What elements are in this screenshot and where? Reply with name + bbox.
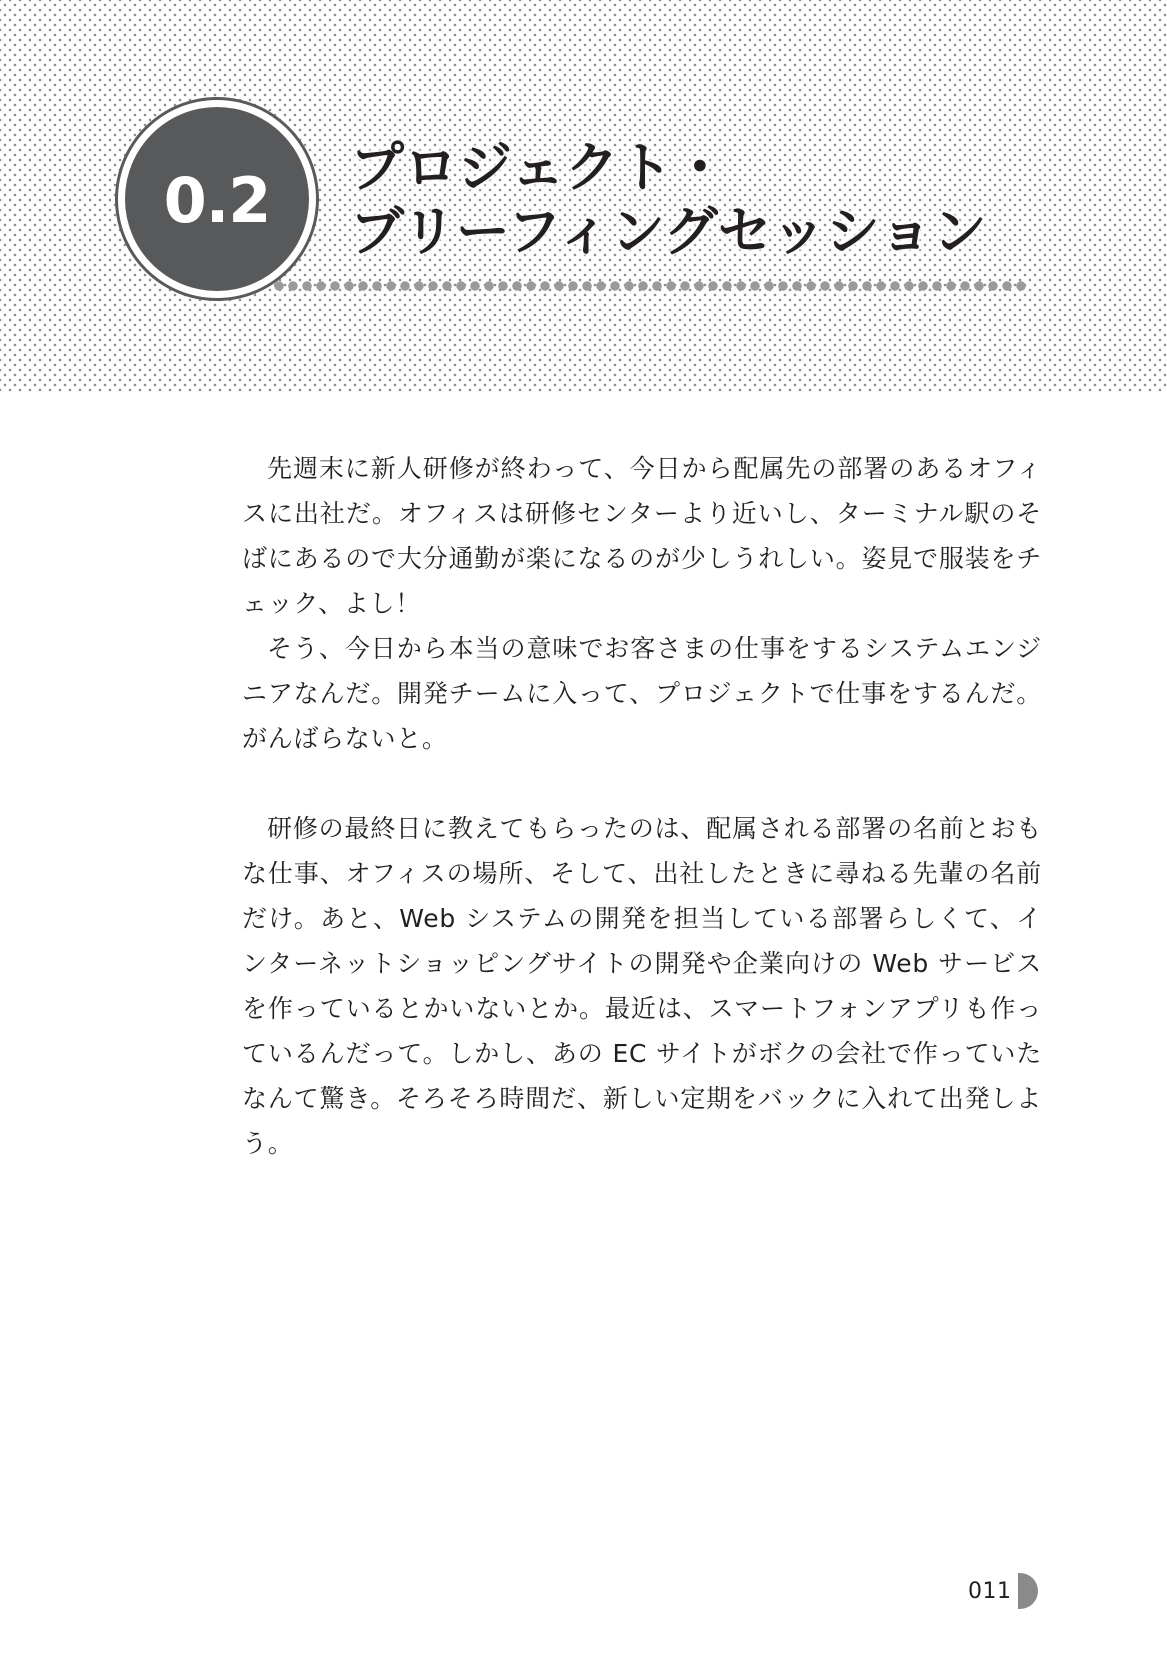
chapter-title-line-1: プロジェクト・ [350, 136, 727, 199]
chapter-title-line-2: ブリーフィングセッション [350, 200, 987, 263]
paragraph-1: 先週末に新人研修が終わって、今日から配属先の部署のあるオフィスに出社だ。オフィスは研修センターより近いし、ターミナル駅のそばにあるので大分通勤が楽になるのが少しうれしい。姿見で服装をチェック、よし！ [242, 454, 1042, 618]
paragraph-2: そう、今日から本当の意味でお客さまの仕事をするシステムエンジニアなんだ。開発チームに入って、プロジェクトで仕事をするんだ。がんばらないと。 [242, 634, 1042, 753]
chapter-title [350, 136, 987, 264]
page-number-text: 011 [968, 1578, 1012, 1604]
page-tab-marker [1018, 1573, 1038, 1609]
body-text [242, 446, 1042, 1166]
paragraph-3: 研修の最終日に教えてもらったのは、配属される部署の名前とおもな仕事、オフィスの場所、そして、出社したときに尋ねる先輩の名前だけ。あと、Web システムの開発を担当している部署らしくて、インターネットショッピングサイトの開発や企業向けの Web サービスを作っているとかいないとか。最近は、スマートフォンアプリも作っているんだって。しかし、あの EC サイトがボクの会社で作っていたなんて驚き。そろそろ時間だ、新しい定期をバックに入れて出発しよう。 [242, 814, 1042, 1158]
chapter-number: 0.2 [163, 163, 271, 237]
title-dotted-underline [272, 279, 1028, 293]
chapter-number-circle [125, 107, 309, 291]
chapter-number-badge [118, 100, 316, 298]
page-number [968, 1573, 1038, 1609]
